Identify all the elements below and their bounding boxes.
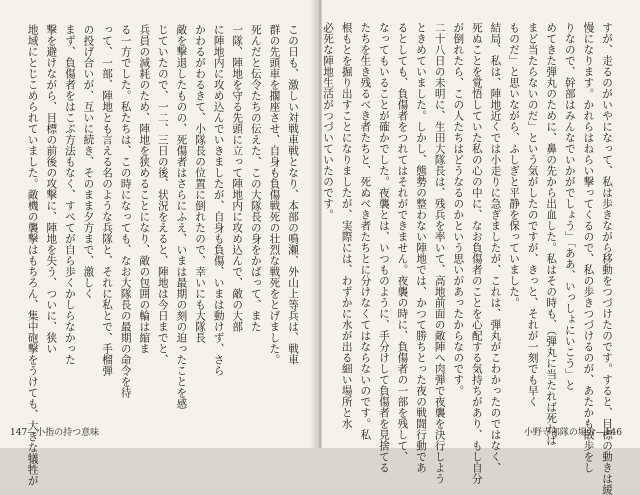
text-line: すが、走るのがいやになって、私は歩きながら移動をつづけたのです。すると、目標の動きは緩 (601, 22, 613, 495)
text-line: ときめていました。しかし、態勢の整わない陣地では、かつて勝ちとった夜の戦闘行動であ (415, 22, 428, 473)
text-line: 根もとを掘り出すことになりましたが、実際には、わずかに水が出る細い場所と水 (340, 22, 353, 429)
text-line: この日も、激しい対戦車戦となり、本部の鳴瀬、外山上等兵は、戦車 (287, 24, 299, 365)
text-line: なってもいることが確かでした。夜襲とは、いつものように、手分けして負傷者を見捨てる (377, 22, 390, 473)
text-line: まど当たらないのだ」という気がしたのですが、きっと、それが一刻でも早く (526, 22, 539, 407)
text-line: 二十八日の未明に、生田大隊長は、残兵を率いて、高地前面の敵陣へ肉弾で夜襲を決行しよう (433, 22, 446, 484)
text-line: 一隊、陣地を守る先頭に立って陣地内に攻め込んで、敵の大部 (231, 24, 244, 332)
text-line: って、一部、陣地とも言える名のような兵隊と、それに私とで、手榴弾 (101, 24, 114, 376)
text-line: 兵員の減耗のため、陣地を狭めることになり、敵の包囲の輪は縮ま (138, 24, 151, 354)
text-line: ものだ」と思いながら、ふしぎと平静を保っていました。 (508, 22, 521, 308)
text-line: 結局、私は、陣地近くでは小走りに急ぎましたが、これは、弾丸がこわかったのではなく、 (489, 22, 502, 473)
left-page (0, 0, 318, 486)
text-line: まず、負傷者をはこぶ方法もなく、すべてが自ら歩くかしらなかった (63, 24, 76, 365)
text-line: 死んだと伝令たちの伝えた、この大隊長の身をかばって、また (249, 24, 262, 332)
text-line: に陣地内に攻め込んでいきましたが、自身も負傷、いまは動けず、さら (212, 24, 225, 376)
text-line: たちを生き残るべき者たちと、死ぬべき者たちとに分けなくてはならないのです。私 (359, 22, 372, 440)
text-line: の投げ合いが、互いに続き、そのまま夕方まで、激しく (82, 24, 95, 299)
text-line: 撃を避けながら、目標の前後の攻撃に、陣地を失う、ついに、狭い (45, 24, 58, 354)
text-line: じていたので、一二、三日の後、状況をえると、陣地は今日までと、 (156, 24, 169, 365)
text-line: かわるがわるきて、小隊長の位置に倒れたので、幸いにも大隊長 (194, 24, 207, 343)
text-line: 地域にとじこめられていました。敵機の襲撃はもちろん、集中砲撃をうけても、大きな犠牲が (26, 24, 39, 486)
text-line: が倒れたら、この人たちはどうなるのかという思いがあったからなのです。 (452, 22, 465, 396)
text-line: りなので、幹部はみんなでいかがでしょう」「ああ、いっしょにいこう」と (563, 22, 576, 391)
text-line: 群の先頭車を擱座させ、自身も負傷戦死の壮烈な戦死をとげました。 (268, 24, 281, 365)
text-line: 死ぬことを覚悟していた私の心の中に、なお負傷者のことを心配する気持ちがあり、もし自分 (470, 22, 483, 484)
right-page (322, 0, 640, 495)
text-line: 敵を撃退したものの、死傷者はさらにふえ、いまは最期の刻の迫ったことを感 (175, 24, 188, 409)
right-page-folio: 小野寺部隊の場合—146 (523, 428, 622, 438)
text-line: る一方でした。私たちは、この時になっても、なお大隊長の最期の命令を待 (119, 24, 132, 398)
text-line: 必死な陣地生活がつづいていたのです。 (322, 22, 335, 220)
text-line: めてきた弾丸のために、鼻の先から出血した。私はその時も、（弾丸に当たれば死ねば (545, 22, 558, 446)
text-line: るとしても、負傷者をつれてはそれができません。夜襲の時に、負傷者の一部を残して、 (396, 22, 409, 462)
left-page-folio: 147—小指の持つ意味 (10, 428, 100, 438)
text-line: 慢になります。かれらはねらい撃ってくるので、私の歩きつづけるのが、あたかも散歩をし (582, 22, 595, 473)
